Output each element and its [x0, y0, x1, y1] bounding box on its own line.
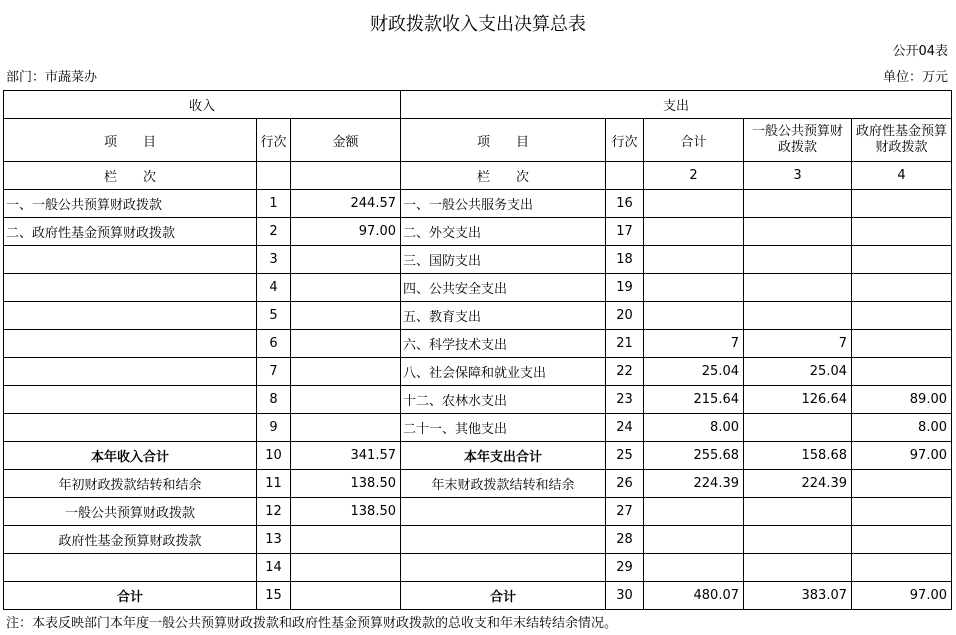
general-budget-amount: [744, 246, 852, 274]
expense-total: [644, 526, 744, 554]
income-line: 11: [257, 470, 291, 498]
expense-line: 25: [606, 442, 644, 470]
expense-item: 合计: [401, 582, 606, 610]
expense-line: 23: [606, 386, 644, 414]
form-number: 公开04表: [892, 44, 948, 59]
gov-fund-amount: [852, 218, 952, 246]
footnote: 注：本表反映部门本年度一般公共预算财政拨款和政府性基金预算财政拨款的总收支和年末结转结余情况。: [6, 616, 618, 631]
expense-total: [644, 554, 744, 582]
expense-line: 21: [606, 330, 644, 358]
expense-total: 224.39: [644, 470, 744, 498]
income-line: 10: [257, 442, 291, 470]
expense-total: [644, 246, 744, 274]
general-budget-amount: [744, 414, 852, 442]
expense-total: [644, 274, 744, 302]
table-row: [4, 246, 952, 274]
income-item: 合计: [4, 582, 257, 610]
expense-item: 本年支出合计: [401, 442, 606, 470]
income-amount: [291, 330, 401, 358]
income-amount: 138.50: [291, 498, 401, 526]
expense-line: 19: [606, 274, 644, 302]
income-line-header: 行次: [257, 119, 291, 162]
general-budget-amount: [744, 526, 852, 554]
gov-fund-amount: [852, 498, 952, 526]
expense-total: 25.04: [644, 358, 744, 386]
expense-item: 年末财政拨款结转和结余: [401, 470, 606, 498]
expense-total: 480.07: [644, 582, 744, 610]
expense-line: 20: [606, 302, 644, 330]
expense-line: 16: [606, 190, 644, 218]
general-budget-amount: [744, 554, 852, 582]
general-budget-amount: 126.64: [744, 386, 852, 414]
department-label: 部门：市蔬菜办: [6, 70, 98, 85]
income-item: [4, 414, 257, 442]
income-amount: [291, 386, 401, 414]
income-line: 4: [257, 274, 291, 302]
expense-line: 27: [606, 498, 644, 526]
income-item: [4, 554, 257, 582]
income-line: 14: [257, 554, 291, 582]
general-budget-amount: 224.39: [744, 470, 852, 498]
expense-item: 三、国防支出: [401, 246, 606, 274]
income-line: 7: [257, 358, 291, 386]
table-row: [4, 414, 952, 442]
expense-line: 30: [606, 582, 644, 610]
income-line: 1: [257, 190, 291, 218]
general-budget-amount: 383.07: [744, 582, 852, 610]
expense-total: [644, 498, 744, 526]
income-item: [4, 330, 257, 358]
income-line: 6: [257, 330, 291, 358]
income-header: 收入: [4, 91, 401, 119]
income-item: [4, 246, 257, 274]
expense-item-header: 项 目: [401, 119, 606, 162]
general-budget-amount: [744, 190, 852, 218]
table-row: [4, 190, 952, 218]
general-budget-amount: [744, 302, 852, 330]
income-item: 政府性基金预算财政拨款: [4, 526, 257, 554]
income-line: 5: [257, 302, 291, 330]
expense-item: 一、一般公共服务支出: [401, 190, 606, 218]
income-item: 年初财政拨款结转和结余: [4, 470, 257, 498]
income-amount-header: 金额: [291, 119, 401, 162]
expense-line: 29: [606, 554, 644, 582]
gov-fund-amount: [852, 330, 952, 358]
budget-table: [3, 90, 952, 610]
income-item: 一般公共预算财政拨款: [4, 498, 257, 526]
general-budget-amount: 158.68: [744, 442, 852, 470]
income-line: 15: [257, 582, 291, 610]
gov-fund-amount: 97.00: [852, 582, 952, 610]
expense-total: [644, 302, 744, 330]
income-item: [4, 358, 257, 386]
income-line: 3: [257, 246, 291, 274]
expense-item: [401, 526, 606, 554]
expense-item: 八、社会保障和就业支出: [401, 358, 606, 386]
income-line: 13: [257, 526, 291, 554]
table-row: [4, 498, 952, 526]
expense-column-label: 栏 次: [401, 162, 606, 190]
general-budget-header: 一般公共预算财政拨款: [744, 119, 852, 162]
income-item: [4, 386, 257, 414]
income-amount: [291, 274, 401, 302]
gov-fund-amount: [852, 554, 952, 582]
general-budget-amount: 25.04: [744, 358, 852, 386]
income-amount: 341.57: [291, 442, 401, 470]
gov-fund-amount: [852, 470, 952, 498]
income-amount: 244.57: [291, 190, 401, 218]
gov-fund-amount: [852, 246, 952, 274]
table-row: [4, 358, 952, 386]
expense-line: 24: [606, 414, 644, 442]
expense-line: 18: [606, 246, 644, 274]
income-amount: [291, 358, 401, 386]
report-title: 财政拨款收入支出决算总表: [370, 14, 586, 35]
col3-label: 3: [744, 162, 852, 190]
income-amount: [291, 526, 401, 554]
table-row: [4, 386, 952, 414]
table-row: [4, 554, 952, 582]
table-row: [4, 330, 952, 358]
col4-label: 4: [852, 162, 952, 190]
income-column-label: 栏 次: [4, 162, 257, 190]
expense-total: 215.64: [644, 386, 744, 414]
unit-label: 单位：万元: [882, 70, 948, 85]
expense-total: [644, 190, 744, 218]
expense-total: [644, 218, 744, 246]
expense-line: 28: [606, 526, 644, 554]
table-row: [4, 582, 952, 610]
expense-item: 二十一、其他支出: [401, 414, 606, 442]
expense-item: 四、公共安全支出: [401, 274, 606, 302]
gov-fund-amount: [852, 190, 952, 218]
expense-line: 17: [606, 218, 644, 246]
income-amount: 97.00: [291, 218, 401, 246]
income-item: [4, 274, 257, 302]
income-item: 本年收入合计: [4, 442, 257, 470]
income-line: 2: [257, 218, 291, 246]
expense-total: 255.68: [644, 442, 744, 470]
income-item: [4, 302, 257, 330]
general-budget-amount: 7: [744, 330, 852, 358]
gov-fund-amount: [852, 526, 952, 554]
expense-total: 8.00: [644, 414, 744, 442]
expense-total: 7: [644, 330, 744, 358]
expense-item: 十二、农林水支出: [401, 386, 606, 414]
income-line: 12: [257, 498, 291, 526]
expense-item: [401, 498, 606, 526]
income-item-header: 项 目: [4, 119, 257, 162]
gov-fund-amount: [852, 302, 952, 330]
expense-line: 22: [606, 358, 644, 386]
table-row: [4, 218, 952, 246]
gov-fund-amount: [852, 358, 952, 386]
gov-fund-amount: [852, 274, 952, 302]
income-amount: [291, 246, 401, 274]
table-row: [4, 274, 952, 302]
income-item: 一、一般公共预算财政拨款: [4, 190, 257, 218]
table-row: [4, 526, 952, 554]
expense-line-header: 行次: [606, 119, 644, 162]
general-budget-amount: [744, 498, 852, 526]
income-amount: [291, 554, 401, 582]
table-row: [4, 442, 952, 470]
income-amount: 138.50: [291, 470, 401, 498]
expense-line: 26: [606, 470, 644, 498]
expense-item: 六、科学技术支出: [401, 330, 606, 358]
expense-header: 支出: [401, 91, 952, 119]
expense-total-header: 合计: [644, 119, 744, 162]
table-row: [4, 470, 952, 498]
general-budget-amount: [744, 218, 852, 246]
col2-label: 2: [644, 162, 744, 190]
income-amount: [291, 414, 401, 442]
income-line: 8: [257, 386, 291, 414]
table-row: [4, 302, 952, 330]
general-budget-amount: [744, 274, 852, 302]
gov-fund-header: 政府性基金预算财政拨款: [852, 119, 952, 162]
gov-fund-amount: 8.00: [852, 414, 952, 442]
gov-fund-amount: 97.00: [852, 442, 952, 470]
gov-fund-amount: 89.00: [852, 386, 952, 414]
expense-item: 二、外交支出: [401, 218, 606, 246]
expense-item: 五、教育支出: [401, 302, 606, 330]
income-item: 二、政府性基金预算财政拨款: [4, 218, 257, 246]
income-amount: [291, 302, 401, 330]
income-amount: [291, 582, 401, 610]
expense-item: [401, 554, 606, 582]
income-line: 9: [257, 414, 291, 442]
